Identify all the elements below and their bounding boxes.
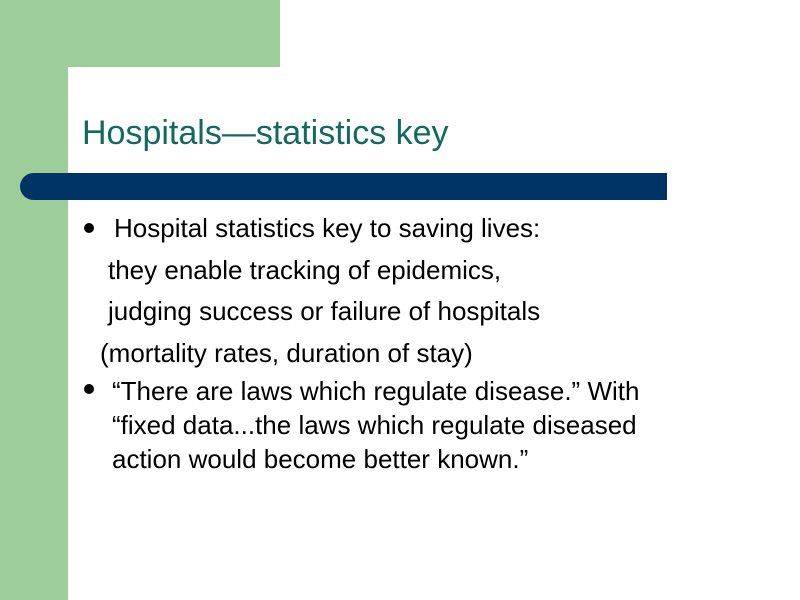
bullet-1-line-1: Hospital statistics key to saving lives: (114, 213, 541, 243)
bullet-1-line-2: they enable tracking of epidemics, (108, 255, 502, 285)
bullet-dot-icon (84, 384, 94, 394)
bullet-1-line-4: (mortality rates, duration of stay) (100, 338, 473, 368)
slide-title: Hospitals—statistics key (82, 114, 449, 152)
bullet-dot-icon (84, 223, 94, 233)
bullet-1-line-3: judging success or failure of hospitals (108, 296, 541, 326)
bullet-2-text: “There are laws which regulate disease.” With “fixed data...the laws which regulate diseased action would become better known.” (112, 376, 640, 474)
